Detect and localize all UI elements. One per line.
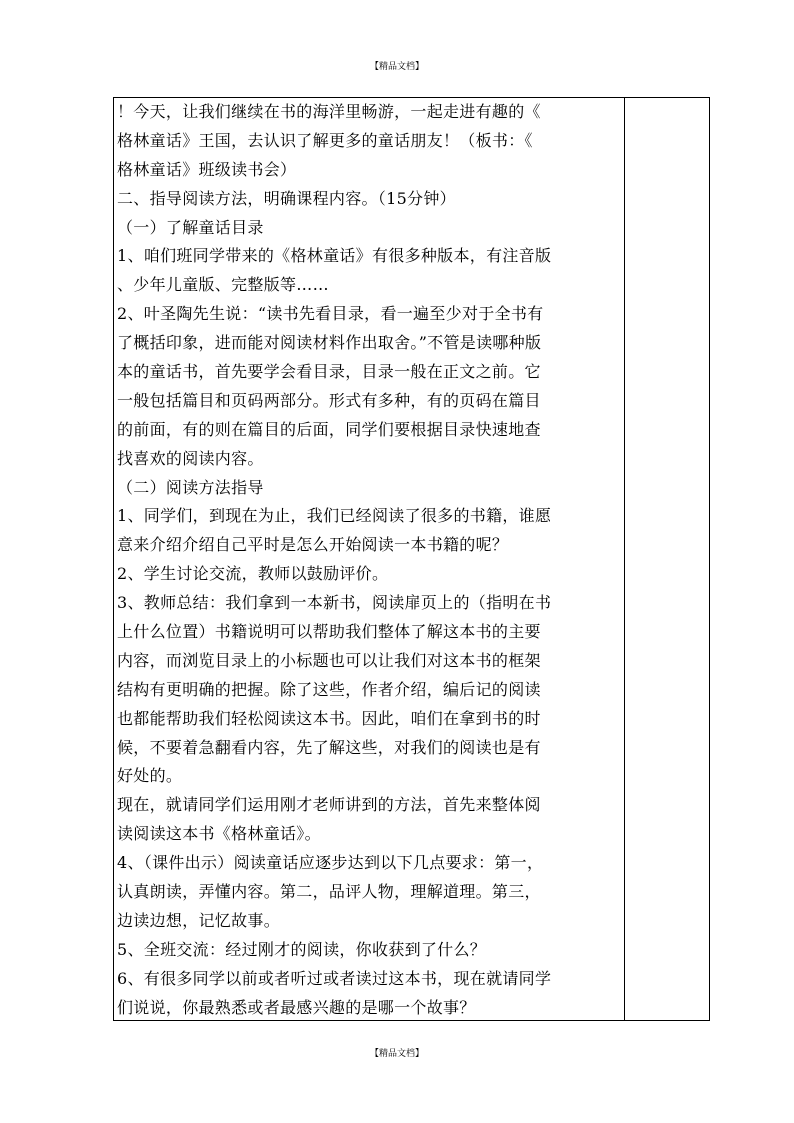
content-line: ！今天，让我们继续在书的海洋里畅游，一起走进有趣的《 <box>117 102 541 121</box>
content-line: 也都能帮助我们轻松阅读这本书。因此，咱们在拿到书的时 <box>117 708 541 728</box>
content-line: 3、教师总结：我们拿到一本新书，阅读扉页上的（指明在书 <box>117 593 552 613</box>
content-line: 本的童话书，首先要学会看目录，目录一般在正文之前。它 <box>117 362 541 382</box>
content-line: 结构有更明确的把握。除了这些，作者介绍，编后记的阅读 <box>117 679 541 699</box>
lesson-plan-table <box>113 97 710 1021</box>
content-line: 们说说，你最熟悉或者最感兴趣的是哪一个故事？ <box>117 997 476 1017</box>
content-line: 5、全班交流：经过刚才的阅读，你收获到了什么？ <box>117 939 487 959</box>
content-line: 认真朗读，弄懂内容。第二，品评人物，理解道理。第三， <box>117 882 541 902</box>
lesson-content-cell <box>117 98 622 1020</box>
content-line: 2、学生讨论交流，教师以鼓励评价。 <box>117 564 389 584</box>
content-line: 候，不要着急翻看内容，先了解这些，对我们的阅读也是有 <box>117 737 541 757</box>
content-line: 、少年儿童版、完整版等…… <box>117 275 329 295</box>
content-line: 的前面，有的则在篇目的后面，同学们要根据目录快速地查 <box>117 419 541 439</box>
content-line: 格林童话》王国，去认识了解更多的童话朋友！（板书：《 <box>117 130 533 150</box>
content-line: 好处的。 <box>117 766 183 786</box>
content-line: 找喜欢的阅读内容。 <box>117 448 264 468</box>
content-line: 1、同学们，到现在为止，我们已经阅读了很多的书籍，谁愿 <box>117 506 552 526</box>
content-line: 格林童话》班级读书会） <box>117 159 297 179</box>
content-line: 内容，而浏览目录上的小标题也可以让我们对这本书的框架 <box>117 650 541 670</box>
content-line: 意来介绍介绍自己平时是怎么开始阅读一本书籍的呢？ <box>117 535 509 555</box>
content-line: 一般包括篇目和页码两部分。形式有多种，有的页码在篇目 <box>117 390 541 410</box>
content-line: 6、有很多同学以前或者听过或者读过这本书，现在就请同学 <box>117 968 552 988</box>
page-header: 【精品文档】 <box>369 62 424 72</box>
content-line: 上什么位置）书籍说明可以帮助我们整体了解这本书的主要 <box>117 622 541 642</box>
content-line: 4、（课件出示）阅读童话应逐步达到以下几点要求：第一， <box>117 853 544 873</box>
content-line: 二、指导阅读方法，明确课程内容。（15分钟） <box>117 188 456 208</box>
content-line: （一）了解童话目录 <box>117 217 264 237</box>
content-line: 边读边想，记忆故事。 <box>117 910 281 930</box>
content-line: 现在，就请同学们运用刚才老师讲到的方法，首先来整体阅 <box>117 795 541 815</box>
content-line: 读阅读这本书《格林童话》。 <box>117 824 321 844</box>
notes-cell <box>625 98 709 1020</box>
content-line: （二）阅读方法指导 <box>117 477 264 497</box>
content-line: 2、叶圣陶先生说：“读书先看目录，看一遍至少对于全书有 <box>117 304 544 324</box>
content-line: 了概括印象，进而能对阅读材料作出取舍。”不管是读哪种版 <box>117 333 542 353</box>
page-footer: 【精品文档】 <box>369 1049 424 1059</box>
content-line: 1、咱们班同学带来的《格林童话》有很多种版本，有注音版 <box>117 246 552 266</box>
